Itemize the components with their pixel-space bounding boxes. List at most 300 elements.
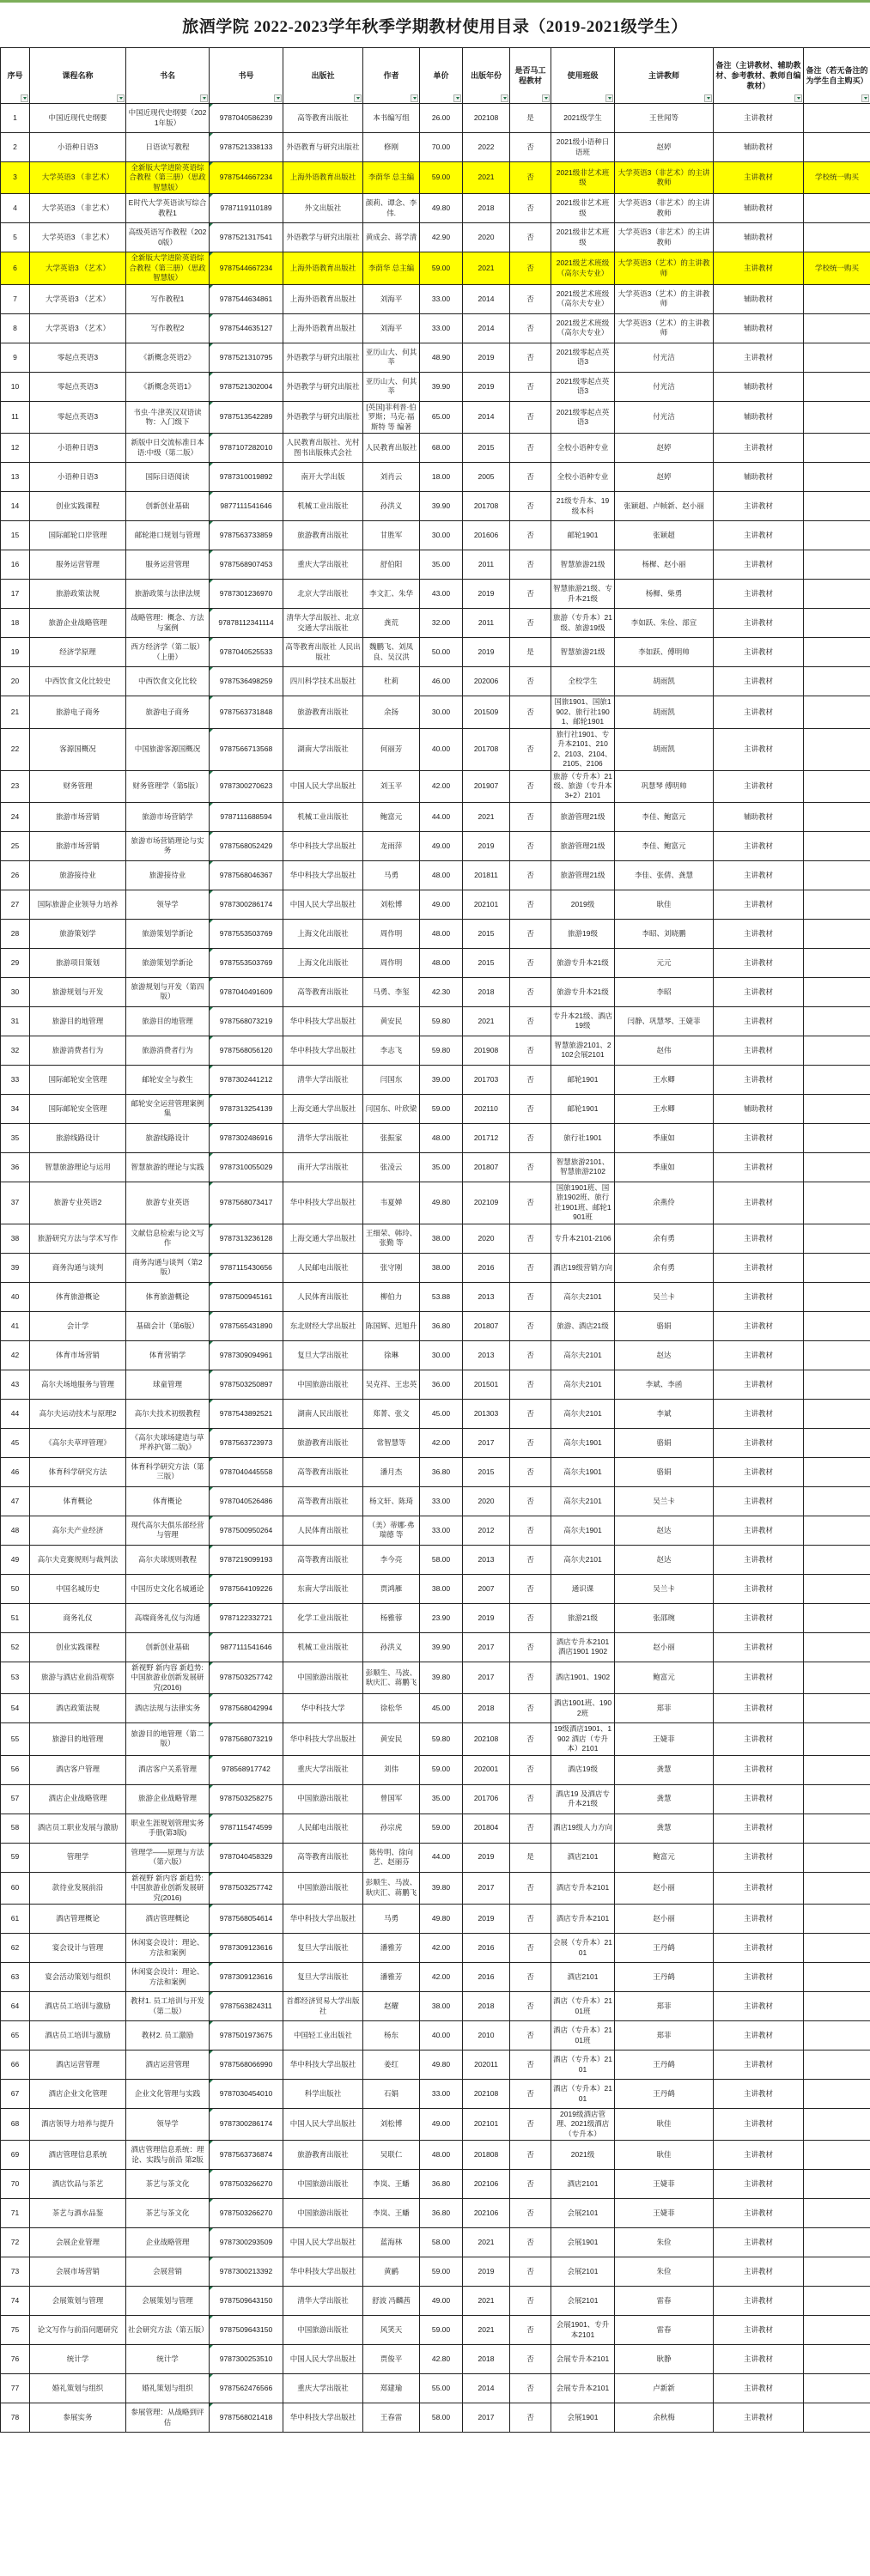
cell-isbn: 9877111541646 [210, 1632, 283, 1662]
cell-remark-type: 主讲教材 [714, 831, 804, 860]
cell-book: 旅游策划学新论 [126, 919, 210, 948]
cell-course: 国际邮轮安全管理 [30, 1094, 126, 1123]
table-row [1, 401, 870, 433]
cell-isbn: 9787544634861 [210, 284, 283, 313]
cell-remark-buy [804, 463, 870, 492]
cell-teacher: 赵婷 [615, 463, 714, 492]
cell-index: 50 [1, 1574, 30, 1603]
cell-remark-buy [804, 1934, 870, 1963]
column-header-label: 书号 [238, 70, 254, 80]
cell-remark-buy [804, 372, 870, 401]
cell-magong: 否 [510, 1486, 551, 1516]
cell-magong: 否 [510, 284, 551, 313]
filter-button[interactable] [117, 94, 125, 102]
cell-course: 酒店员工培训与激励 [30, 2021, 126, 2050]
cell-magong: 是 [510, 1843, 551, 1872]
column-header-remark-buy [804, 48, 870, 104]
cell-index: 7 [1, 284, 30, 313]
cell-class: 旅游管理21级 [551, 860, 615, 890]
cell-remark-type: 主讲教材 [714, 2374, 804, 2403]
cell-magong: 否 [510, 1094, 551, 1123]
cell-publisher: 华中科技大学出版社 [283, 860, 363, 890]
cell-class: 2021级非艺术班级 [551, 223, 615, 252]
table-row [1, 728, 870, 770]
cell-course: 会展企业管理 [30, 2228, 126, 2257]
cell-teacher: 鲍富元 [615, 1843, 714, 1872]
table-row [1, 1516, 870, 1545]
cell-publisher: 科学出版社 [283, 2080, 363, 2109]
cell-year: 201811 [463, 860, 510, 890]
cell-magong: 否 [510, 770, 551, 802]
cell-course: 款待业发展前沿 [30, 1872, 126, 1904]
cell-remark-buy [804, 1694, 870, 1723]
cell-price: 48.00 [420, 860, 463, 890]
table-row [1, 977, 870, 1006]
cell-index: 54 [1, 1694, 30, 1723]
filter-button[interactable] [411, 94, 418, 102]
cell-class: 智慧旅游21级 [551, 550, 615, 580]
cell-remark-buy [804, 696, 870, 728]
cell-course: 大学英语3 （艺术） [30, 252, 126, 284]
table-row [1, 2080, 870, 2109]
cell-index: 31 [1, 1006, 30, 1036]
cell-magong: 否 [510, 1992, 551, 2021]
cell-book: 管理学——原理与方法（第六版） [126, 1843, 210, 1872]
cell-isbn: 9787503266270 [210, 2199, 283, 2228]
cell-remark-buy [804, 2374, 870, 2403]
cell-teacher: 王水卿 [615, 1065, 714, 1094]
cell-index: 6 [1, 252, 30, 284]
table-row [1, 2316, 870, 2345]
cell-course: 大学英语3 （非艺术） [30, 194, 126, 223]
cell-remark-buy [804, 313, 870, 343]
cell-course: 酒店领导力培养与提升 [30, 2109, 126, 2141]
cell-isbn: 9787030454010 [210, 2080, 283, 2109]
cell-class: 酒店（专升本）2101 [551, 2080, 615, 2109]
cell-author: 亚历山大、何其莘 [363, 343, 420, 372]
cell-year: 2015 [463, 1457, 510, 1486]
cell-isbn: 9787563733859 [210, 521, 283, 550]
cell-teacher: 龚慧 [615, 1755, 714, 1784]
cell-year: 202001 [463, 1755, 510, 1784]
cell-price: 59.00 [420, 1094, 463, 1123]
cell-teacher: 王婕菲 [615, 2170, 714, 2199]
cell-isbn: 9787568907453 [210, 550, 283, 580]
cell-isbn: 9787543892521 [210, 1399, 283, 1428]
cell-class: 酒店（专升本）2101班 [551, 1992, 615, 2021]
cell-remark-type: 主讲教材 [714, 492, 804, 521]
filter-button[interactable] [704, 94, 712, 102]
table-row [1, 1843, 870, 1872]
cell-index: 57 [1, 1784, 30, 1814]
cell-isbn: 9787568046367 [210, 860, 283, 890]
cell-year: 201708 [463, 492, 510, 521]
cell-publisher: 高等教育出版社 人民出版社 [283, 638, 363, 667]
cell-teacher: 大学英语3（非艺术）的主讲教师 [615, 162, 714, 194]
cell-author: 李荫华 总主编 [363, 252, 420, 284]
cell-book: 日语读写教程 [126, 133, 210, 162]
cell-year: 2019 [463, 831, 510, 860]
cell-book: 旅游目的地管理 [126, 1006, 210, 1036]
cell-isbn: 9787563736874 [210, 2141, 283, 2170]
table-row [1, 1094, 870, 1123]
cell-course: 旅游目的地管理 [30, 1723, 126, 1755]
cell-remark-type: 主讲教材 [714, 1516, 804, 1545]
cell-teacher: 大学英语3（非艺术）的主讲教师 [615, 223, 714, 252]
cell-teacher: 付光洁 [615, 401, 714, 433]
cell-author: 常智慧等 [363, 1428, 420, 1457]
cell-index: 20 [1, 667, 30, 696]
cell-book: 中国历史文化名城通论 [126, 1574, 210, 1603]
cell-year: 202109 [463, 1182, 510, 1224]
cell-year: 2019 [463, 372, 510, 401]
cell-index: 19 [1, 638, 30, 667]
cell-course: 旅游策划学 [30, 919, 126, 948]
cell-teacher: 李如跃、傅明帅 [615, 638, 714, 667]
cell-index: 36 [1, 1152, 30, 1182]
cell-price: 33.00 [420, 284, 463, 313]
cell-course: 大学英语3 （非艺术） [30, 223, 126, 252]
cell-class: 酒店专升本2101 [551, 1872, 615, 1904]
cell-remark-type: 主讲教材 [714, 1399, 804, 1428]
cell-book: 领导学 [126, 2109, 210, 2141]
cell-book: 体育概论 [126, 1486, 210, 1516]
cell-class: 19级酒店1901、1902 酒店（专升本）2101 [551, 1723, 615, 1755]
cell-index: 2 [1, 133, 30, 162]
cell-author: 郑建瑜 [363, 2374, 420, 2403]
cell-course: 宴会设计与管理 [30, 1934, 126, 1963]
cell-course: 大学英语3 （非艺术） [30, 162, 126, 194]
cell-author: 徐松华 [363, 1694, 420, 1723]
cell-publisher: 旅游教育出版社 [283, 2141, 363, 2170]
cell-teacher: 大学英语3（艺术）的主讲教师 [615, 313, 714, 343]
cell-year: 2016 [463, 1963, 510, 1992]
cell-remark-type: 主讲教材 [714, 1253, 804, 1282]
cell-remark-buy [804, 1814, 870, 1843]
cell-remark-type: 主讲教材 [714, 1755, 804, 1784]
cell-year: 2019 [463, 638, 510, 667]
cell-remark-type: 主讲教材 [714, 1428, 804, 1457]
cell-author: 本书编写组 [363, 104, 420, 133]
filter-button[interactable] [354, 94, 362, 102]
cell-book: E时代大学英语读写综合教程1 [126, 194, 210, 223]
cell-year: 2013 [463, 1545, 510, 1574]
cell-class: 旅游21级 [551, 1603, 615, 1632]
cell-publisher: 华中科技大学出版社 [283, 1036, 363, 1065]
cell-class: 2021级零起点英语3 [551, 372, 615, 401]
column-header-book [126, 48, 210, 104]
cell-year: 201708 [463, 728, 510, 770]
cell-year: 202108 [463, 104, 510, 133]
cell-remark-type: 主讲教材 [714, 434, 804, 463]
cell-author: 姜红 [363, 2050, 420, 2080]
cell-magong: 否 [510, 2287, 551, 2316]
cell-author: 李文汇、朱华 [363, 580, 420, 609]
cell-remark-buy [804, 104, 870, 133]
cell-year: 202101 [463, 2109, 510, 2141]
table-row [1, 104, 870, 133]
filter-button[interactable] [542, 94, 550, 102]
filter-button[interactable] [274, 94, 282, 102]
cell-remark-type: 主讲教材 [714, 343, 804, 372]
cell-author: 李岚、王蟠 [363, 2199, 420, 2228]
table-row [1, 2141, 870, 2170]
filter-button[interactable] [794, 94, 802, 102]
cell-year: 2011 [463, 609, 510, 638]
cell-teacher: 闫静、巩慧琴、王婕菲 [615, 1006, 714, 1036]
cell-class: 邮轮1901 [551, 1065, 615, 1094]
cell-book: 体育旅游概论 [126, 1282, 210, 1311]
cell-remark-buy [804, 1036, 870, 1065]
cell-class: 会展1901 [551, 2228, 615, 2257]
cell-class: 智慧旅游21级、专升本21级 [551, 580, 615, 609]
table-row [1, 2345, 870, 2374]
cell-course: 旅游市场营销 [30, 802, 126, 831]
cell-isbn: 9787111688594 [210, 802, 283, 831]
cell-teacher: 鲍富元 [615, 1662, 714, 1693]
cell-author: （美）蒂娜·弗瑞德 等 [363, 1516, 420, 1545]
cell-teacher: 季康如 [615, 1123, 714, 1152]
cell-magong: 否 [510, 1282, 551, 1311]
cell-book: 教材1. 员工培训与开发（第二版） [126, 1992, 210, 2021]
cell-remark-type: 主讲教材 [714, 2287, 804, 2316]
table-row [1, 2021, 870, 2050]
table-row [1, 2050, 870, 2080]
cell-price: 49.00 [420, 831, 463, 860]
cell-class: 会展专升本2101 [551, 2374, 615, 2403]
cell-isbn: 9787313254139 [210, 1094, 283, 1123]
cell-year: 2014 [463, 313, 510, 343]
cell-remark-type: 主讲教材 [714, 667, 804, 696]
filter-button[interactable] [21, 94, 28, 102]
cell-book: 基础会计（第6版） [126, 1311, 210, 1340]
cell-teacher: 赵婷 [615, 434, 714, 463]
cell-index: 78 [1, 2403, 30, 2433]
cell-publisher: 复旦大学出版社 [283, 1963, 363, 1992]
cell-publisher: 外语教学与研究出版社 [283, 372, 363, 401]
cell-magong: 否 [510, 1224, 551, 1253]
cell-teacher: 元元 [615, 948, 714, 977]
chevron-down-icon [119, 97, 123, 100]
cell-book: 高尔夫球规则教程 [126, 1545, 210, 1574]
cell-teacher: 赵小丽 [615, 1872, 714, 1904]
table-row [1, 492, 870, 521]
cell-year: 2010 [463, 2021, 510, 2050]
cell-magong: 否 [510, 860, 551, 890]
cell-remark-type: 主讲教材 [714, 1065, 804, 1094]
cell-course: 旅游专业英语2 [30, 1182, 126, 1224]
cell-book: 统计学 [126, 2345, 210, 2374]
cell-magong: 否 [510, 1006, 551, 1036]
cell-course: 旅游政策法规 [30, 580, 126, 609]
cell-remark-buy [804, 580, 870, 609]
cell-magong: 否 [510, 2403, 551, 2433]
cell-magong: 否 [510, 1694, 551, 1723]
cell-index: 75 [1, 2316, 30, 2345]
cell-year: 201907 [463, 770, 510, 802]
table-row [1, 1486, 870, 1516]
table-row [1, 434, 870, 463]
filter-button[interactable] [861, 94, 869, 102]
cell-course: 大学英语3 （艺术） [30, 313, 126, 343]
cell-publisher: 机械工业出版社 [283, 1632, 363, 1662]
cell-isbn: 9787302486916 [210, 1123, 283, 1152]
cell-isbn: 9787040586239 [210, 104, 283, 133]
cell-isbn: 9787310055029 [210, 1152, 283, 1182]
cell-author: 刘海平 [363, 313, 420, 343]
table-row [1, 1253, 870, 1282]
cell-isbn: 97878112341114 [210, 609, 283, 638]
cell-index: 59 [1, 1843, 30, 1872]
cell-publisher: 华中科技大学出版社 [283, 1905, 363, 1934]
cell-isbn: 9787115474599 [210, 1814, 283, 1843]
cell-book: 高尔夫技术初级教程 [126, 1399, 210, 1428]
cell-author: 杨东 [363, 2021, 420, 2050]
table-row [1, 1152, 870, 1182]
cell-course: 宴会活动策划与组织 [30, 1963, 126, 1992]
cell-remark-buy [804, 1905, 870, 1934]
cell-course: 酒店管理信息系统 [30, 2141, 126, 2170]
table-row [1, 1755, 870, 1784]
cell-price: 39.90 [420, 1632, 463, 1662]
cell-remark-buy [804, 1094, 870, 1123]
cell-author: 陈传明、徐向艺、赵丽芬 [363, 1843, 420, 1872]
cell-isbn: 9787568042994 [210, 1694, 283, 1723]
cell-remark-type: 主讲教材 [714, 2021, 804, 2050]
cell-author: 刘海平 [363, 284, 420, 313]
cell-isbn: 9787501973675 [210, 2021, 283, 2050]
cell-year: 2015 [463, 434, 510, 463]
cell-author: 彭顺生、马波、耿庆汇、蒋鹏飞 [363, 1872, 420, 1904]
cell-isbn: 9787300293509 [210, 2228, 283, 2257]
cell-index: 33 [1, 1065, 30, 1094]
cell-isbn: 9787107282010 [210, 434, 283, 463]
cell-publisher: 重庆大学出版社 [283, 550, 363, 580]
cell-year: 2019 [463, 2257, 510, 2287]
cell-remark-type: 主讲教材 [714, 1123, 804, 1152]
cell-magong: 否 [510, 1428, 551, 1457]
cell-class: 2021级非艺术班级 [551, 162, 615, 194]
cell-magong: 否 [510, 1574, 551, 1603]
cell-book: 书虫·牛津英汉双语读物：入门级下 [126, 401, 210, 433]
cell-book: 邮轮安全与救生 [126, 1065, 210, 1094]
chevron-down-icon [797, 97, 800, 100]
cell-price: 48.00 [420, 948, 463, 977]
cell-teacher: 付光洁 [615, 372, 714, 401]
cell-isbn: 9787544635127 [210, 313, 283, 343]
cell-year: 201804 [463, 1814, 510, 1843]
cell-publisher: 东北财经大学出版社 [283, 1311, 363, 1340]
cell-teacher: 王水卿 [615, 1094, 714, 1123]
cell-magong: 否 [510, 434, 551, 463]
cell-year: 2005 [463, 463, 510, 492]
cell-course: 高尔夫产业经济 [30, 1516, 126, 1545]
cell-magong: 否 [510, 162, 551, 194]
cell-magong: 否 [510, 1253, 551, 1282]
cell-year: 2021 [463, 252, 510, 284]
cell-author: 曾国军 [363, 1784, 420, 1814]
cell-remark-type: 主讲教材 [714, 1574, 804, 1603]
cell-class: 通识课 [551, 1574, 615, 1603]
cell-teacher: 骆娟 [615, 1311, 714, 1340]
table-row [1, 890, 870, 919]
cell-book: 高端商务礼仪与沟通 [126, 1603, 210, 1632]
cell-course: 小语种日语3 [30, 463, 126, 492]
cell-author: 贾鸿雁 [363, 1574, 420, 1603]
cell-year: 2018 [463, 1992, 510, 2021]
cell-magong: 否 [510, 802, 551, 831]
cell-price: 48.00 [420, 2141, 463, 2170]
table-row [1, 1370, 870, 1399]
cell-author: 张凌云 [363, 1152, 420, 1182]
cell-publisher: 中国人民大学出版社 [283, 2109, 363, 2141]
cell-remark-buy: 学校统一购买 [804, 162, 870, 194]
table-row [1, 2374, 870, 2403]
cell-magong: 否 [510, 1399, 551, 1428]
cell-year: 2018 [463, 1694, 510, 1723]
cell-year: 2020 [463, 223, 510, 252]
filter-button[interactable] [605, 94, 613, 102]
filter-button[interactable] [453, 94, 461, 102]
cell-magong: 否 [510, 2257, 551, 2287]
cell-publisher: 人民体育出版社 [283, 1282, 363, 1311]
cell-class: 酒店19级营销方向 [551, 1253, 615, 1282]
cell-price: 68.00 [420, 434, 463, 463]
cell-course: 零起点英语3 [30, 343, 126, 372]
cell-book: 旅游线路设计 [126, 1123, 210, 1152]
cell-book: 酒店客户关系管理 [126, 1755, 210, 1784]
cell-teacher: 赵达 [615, 1340, 714, 1370]
cell-class: 2021级艺术班级（高尔夫专业） [551, 313, 615, 343]
cell-year: 2012 [463, 1516, 510, 1545]
cell-author: 孙宗虎 [363, 1814, 420, 1843]
cell-class: 会展2101 [551, 2199, 615, 2228]
cell-remark-buy [804, 1992, 870, 2021]
filter-button[interactable] [200, 94, 208, 102]
table-row [1, 1905, 870, 1934]
cell-class: 会展2101 [551, 2257, 615, 2287]
cell-index: 48 [1, 1516, 30, 1545]
cell-year: 2021 [463, 162, 510, 194]
cell-index: 34 [1, 1094, 30, 1123]
cell-teacher: 吴兰卡 [615, 1486, 714, 1516]
cell-teacher: 郑菲 [615, 2021, 714, 2050]
cell-course: 酒店管理概论 [30, 1905, 126, 1934]
cell-price: 55.00 [420, 2374, 463, 2403]
table-row [1, 1399, 870, 1428]
cell-year: 2017 [463, 1428, 510, 1457]
cell-isbn: 9787300286174 [210, 2109, 283, 2141]
cell-year: 2017 [463, 1632, 510, 1662]
cell-isbn: 9787309094961 [210, 1340, 283, 1370]
cell-book: 企业战略管理 [126, 2228, 210, 2257]
cell-remark-buy [804, 1311, 870, 1340]
cell-year: 2019 [463, 343, 510, 372]
cell-author: 潘雅芳 [363, 1934, 420, 1963]
filter-button[interactable] [501, 94, 508, 102]
table-body [1, 104, 870, 2433]
cell-remark-buy [804, 2080, 870, 2109]
cell-index: 11 [1, 401, 30, 433]
cell-remark-type: 主讲教材 [714, 1963, 804, 1992]
cell-price: 36.80 [420, 1457, 463, 1486]
cell-author: 甘胜军 [363, 521, 420, 550]
cell-isbn: 9787568073417 [210, 1182, 283, 1224]
cell-author: 杜莉 [363, 667, 420, 696]
cell-year: 2007 [463, 1574, 510, 1603]
cell-year: 201808 [463, 2141, 510, 2170]
table-row [1, 1723, 870, 1755]
